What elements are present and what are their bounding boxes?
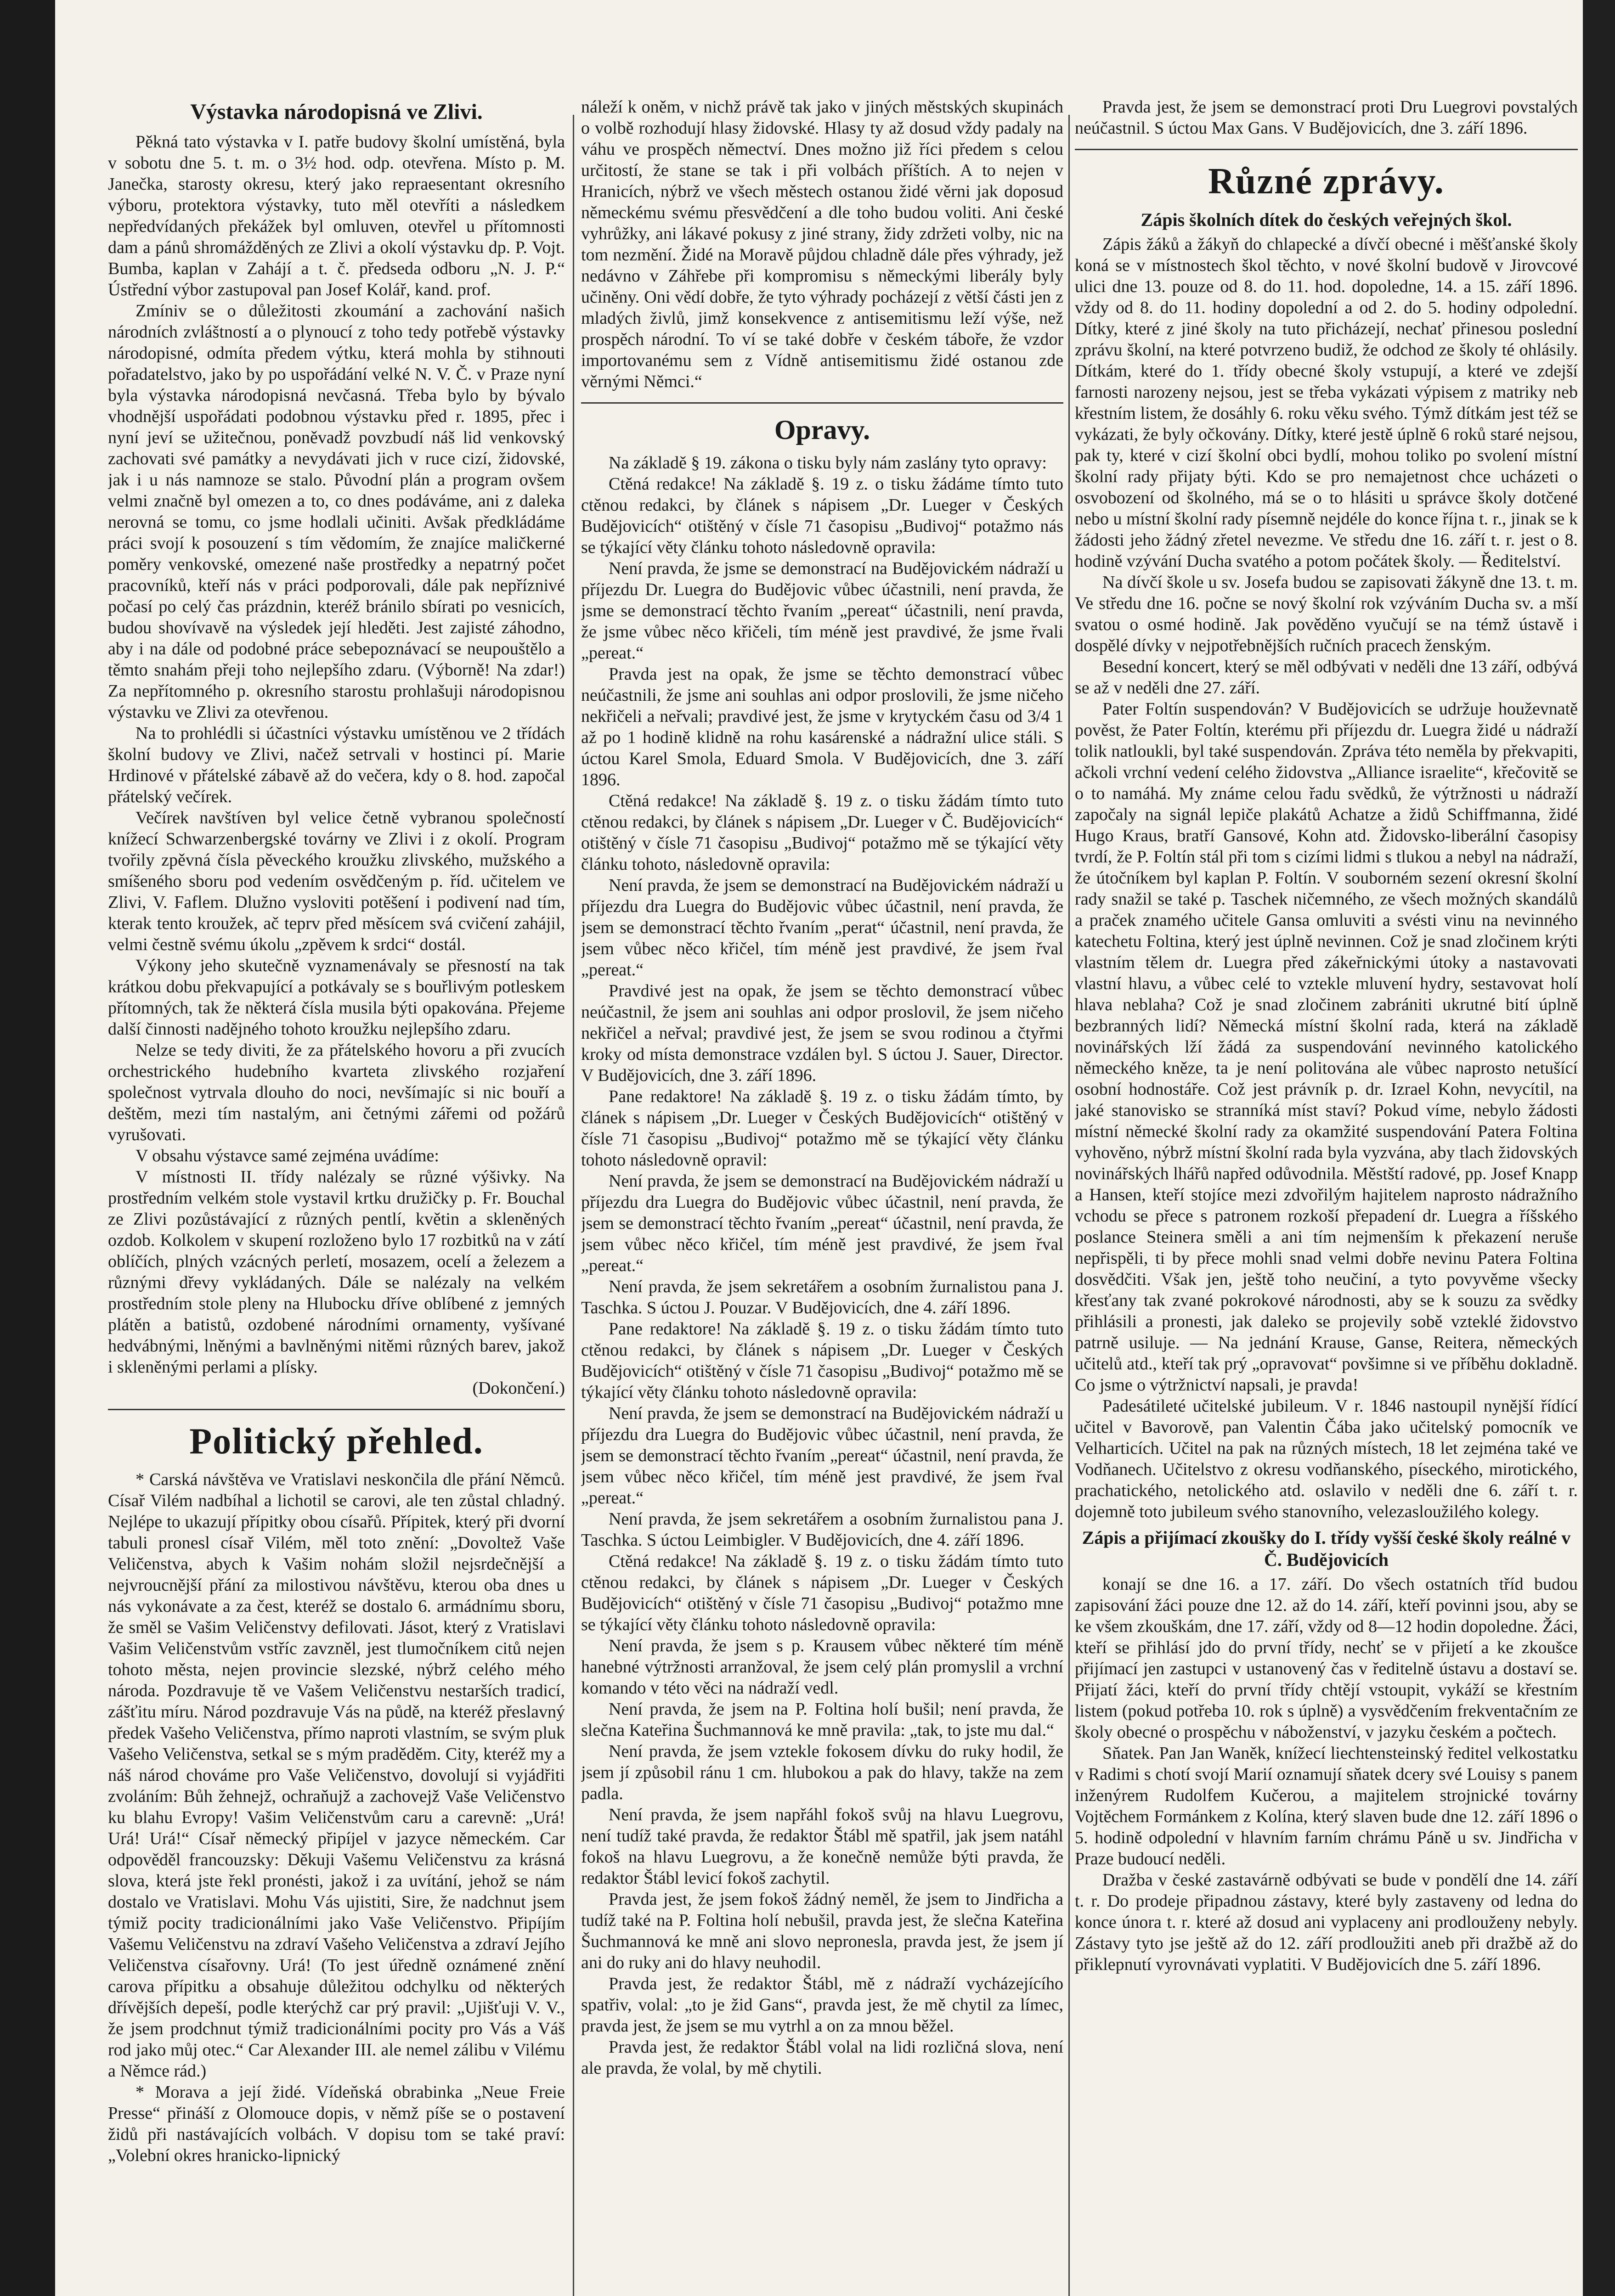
paragraph: konají se dne 16. a 17. září. Do všech ostatních tříd budou zapisování žáci pouze dne 12. až do 14. září, kteří povinni jsou, aby se ke všem zkouškám, dne 17. září, vždy od 8—12 hodin dopoledne. Žáci, kteří se přihlásí jdo do první třídy, nechť se v přijetí a ke zkoušce přijímací jen zastupci v ustanovený čas v ředitelně ústavu a dostaví se. Přijatí žáci, kteří do první třídy chtějí vstoupit, vykáží se křestním listem (pokud potřeba 10. rok s úplně) a vysvědčením frekventačním ze školy obecné o prospěchu v náboženství, v jazyku českém a počtech.	[1075, 1575, 1578, 1742]
paragraph: Výkony jeho skutečně vyznamenávaly se přesností na tak krátkou dobu překvapující a potkávaly se s bouřlivým potleskem přítomných, tak že některá čísla musila býti opakována. Přejeme další činnosti nadějného tohoto kroužku nejlepšího zdaru.	[108, 956, 565, 1039]
column-2	[581, 96, 1063, 2296]
paragraph: Ctěná redakce! Na základě §. 19 z. o tisku žádám tímto tuto ctěnou redakci, by článek s nápisem „Dr. Lueger v Českých Budějovicích“ otištěný v čísle 71 časopisu „Budivoj“ potažmo mne se týkající věty článku tohoto následovně opravila:	[581, 1552, 1063, 1634]
section-divider	[108, 1409, 565, 1410]
paragraph: Pravda jest, že redaktor Štábl volal na lidi rozličná slova, není ale pravda, že volal, by mě chytili.	[581, 2037, 1063, 2078]
paragraph: Zápis žáků a žákyň do chlapecké a dívčí obecné i měšťanské školy koná se v místnostech škol těchto, v nové školní budově v Jirovcové ulici dne 13. pouze od 8. do 11. hod. dopoledne, 14. a 15. září 1896. vždy od 8. do 11. hodiny dopolední a od 2. do 5. hodiny odpolední. Dítky, které z jiné školy na tuto přicházejí, nechať přinesou poslední zprávu školní, na které potvrzeno budiž, že odchod ze školy té ohlásily. Dítkám, které do 1. třídy obecné školy vstupují, a které ve zdejší farnosti narozeny nejsou, jest se třeba vykázati výpisem z matriky neb křestním listem, že dosáhly 6. roku věku svého. Týmž dítkám jest též se vykázati, že byly očkovány. Dítky, které jestě úplně 6 roků staré nejsou, pak ty, které v cizí školní obci bydlí, mohou toliko po svolení místní školní rady přijaty býti. Kdo se pro nemajetnost chce ucházeti o osvobození od školného, má se o to hlásiti u správce školy dotčené nebo u místní školní rady písemně nejdéle do konce října t. r., jinak se k žádosti jeho žádný zřetel nevezme. Ve středu dne 16. září t. r. jest o 8. hodině vzývání Ducha svatého a potom počátek školy. — Ředitelství.	[1075, 235, 1578, 571]
paragraph: Na to prohlédli si účastníci výstavku umístěnou ve 2 třídách školní budovy ve Zlivi, načež setrvali v hostinci pí. Marie Hrdinové v přátelské zábavě až do večera, kdy o 8. hod. započal přátelský večírek.	[108, 724, 565, 806]
section-divider	[1075, 149, 1578, 150]
paragraph: V obsahu výstavce samé zejména uvádíme:	[136, 1146, 439, 1165]
column-rule-2	[1068, 115, 1070, 2296]
paragraph: Večírek navštíven byl velice četně vybranou společností knížecí Schwarzenbergské továrny ve Zlivi i z okolí. Program tvořily zpěvná čísla pěveckého kroužku zlivského, mužského a smíšeného sboru pod vedením osvědčeným p. říd. učitelem ve Zlivi, V. Faflem. Dlužno vysloviti potěšení i podivení nad tím, kterak tento kroužek, ač teprv před měsícem svá cvičení zahájil, velmi čestně svému úkolu „zpěvem k srdci“ dostál.	[108, 808, 565, 954]
paragraph: * Morava a její židé. Vídeňská obrabinka „Neue Freie Presse“ přináší z Olomouce dopis, v němž píše se o postavení židů při nastávajících volbách. V dopisu tom se také praví: „Volební okres hranicko-lipnický	[108, 2082, 565, 2165]
scan-border-left	[0, 0, 55, 2296]
paragraph: Dražba v české zastavárně odbývati se bude v pondělí dne 14. září t. r. Do prodeje připadnou zástavy, které byly zastaveny od ledna do konce února t. r. které až dosud ani vyplaceny ani prodlouženy nebyly. Zástavy tyto jse ještě až do 12. září prodloužiti aneb při dražbě až do přiklepnutí vyrovnávati vyplatiti. V Budějovicích dne 5. září 1896.	[1075, 1870, 1578, 1974]
paragraph: Není pravda, že jsem se demonstrací na Budějovickém nádraží u příjezdu dra Luegra do Budějovic vůbec účastnil, není pravda, že jsem se demonstrací těchto řvaním „perat“ účastnil, není pravda, že jsem vůbec něco křičel, tím méně jest pravdivé, že jsem řval „pereat.“	[581, 876, 1063, 979]
paragraph: Sňatek. Pan Jan Waněk, knížecí liechtensteinský ředitel velkostatku v Radimi s chotí svojí Marií oznamují sňatek dcery své Louisy s panem inženýrem Rudolfem Kučerou, a majitelem strojnické továrny Vojtěchem Formánkem z Kolína, který slaven bude dne 12. září 1896 o 5. hodině odpolední v hlavním farním chrámu Páně u sv. Jindřicha v Praze budoucí neděli.	[1075, 1744, 1578, 1868]
section-divider	[581, 402, 1063, 404]
column-3	[1075, 96, 1578, 2296]
subheading: Zápis školních dítek do českých veřejných škol.	[1141, 209, 1512, 230]
paragraph: Pravda jest na opak, že jsme se těchto demonstrací vůbec neúčastnili, že jsme ani souhlas ani odpor proslovili, že jsme ničeho nekřičeli a neřvali; pravdivé jest, že jsme v krytyckém času od 3/4 1 až po 1 hodině klidně na rohu kasárenské a nádražní ulice stáli. S úctou Karel Smola, Eduard Smola. V Budějovicích, dne 3. září 1896.	[581, 664, 1063, 789]
article-heading: Výstavka národopisná ve Zlivi.	[190, 100, 483, 124]
paragraph: Pravda jest, že jsem se demonstrací proti Dru Luegrovi povstalých neúčastnil. S úctou Max Gans. V Budějovicích, dne 3. září 1896.	[1075, 97, 1578, 138]
section-heading: Různé zprávy.	[1208, 161, 1445, 202]
paragraph: Není pravda, že jsem na P. Foltina holí bušil; není pravda, že slečna Kateřina Šuchmannová ke mně pravila: „tak, to jste mu dal.“	[581, 1699, 1063, 1740]
paragraph: Není pravda, že jsem s p. Krausem vůbec některé tím méně hanebné výtržnosti arranžoval, že jsem celý plán promyslil a vrchní komando v této věci na nádraží vedl.	[581, 1636, 1063, 1698]
paragraph: Padesátileté učitelské jubileum. V r. 1846 nastoupil nynější řídící učitel v Bavorově, pan Valentin Čába jako učitelský pomocník ve Velharticích. Učitel na pak na různých místech, 18 let zejména také ve Vodňanech. Učitelstvo z okresu vodňanského, píseckého, mirotického, prachatického, netolického atd. oslavilo v neděli dne 6. září t. r. dojemně toto jubileum svého stanovního, velezasloužilého kolegy.	[1075, 1396, 1578, 1521]
paragraph: Nelze se tedy diviti, že za přátelského hovoru a při zvucích orchestrického hudebního kvarteta zlivského rozjaření společnost vytrvala dlouho do noci, nevšímajíc si nic bouří a deštěm, mezi tím nastalým, ani četnými zářemi od požárů vyrušovati.	[108, 1041, 565, 1144]
paragraph: V místnosti II. třídy nalézaly se různé výšivky. Na prostředním velkém stole vystavil krtku družičky p. Fr. Bouchal ze Zlivi pozůstávající z různých pentlí, květin a skleněných ozdob. Kolkolem v skupení rozloženo bylo 17 rozbitků na v zátí oblíčích, plných vzácných perletí, mosazem, ocelí a železem a různými dřevy vykládaných. Dále se nalézaly na velkém prostředním stole pleny na Hlubocku dříve oblíbené z jemných plátěn a batistů, ozdobené národními ornamenty, vyšívané hedvábnými, lněnými a bavlněnými nitěmi různých barev, jakož i skleněnými perlami a plísky.	[108, 1167, 565, 1377]
paragraph: Není pravda, že jsme se demonstrací na Budějovickém nádraží u příjezdu Dr. Luegra do Budějovic vůbec účastnili, není pravda, že jsme se demonstrací těchto řvaním „pereat“ účastnili, není pravda, že jsme vůbec něco křičeli, tím méně jest pravdivé, že jsme řvali „pereat.“	[581, 559, 1063, 663]
paragraph: * Carská návštěva ve Vratislavi neskončila dle přání Němců. Císař Vilém nadbíhal a lichotil se carovi, ale ten zůstal chladný. Nejlépe to ukazují přípitky obou císařů. Přípitek, který při dvorní tabuli pronesl císař Vilém, měl toto znění: „Dovoltež Vaše Veličenstva, abych k Vašim nohám složil nejsrdečnější a nejvroucnější přání za milostivou návštěvu, kterou oba dnes u nás vykonávate a za čest, kteréž se dostalo 6. armádnímu sboru, že směl se Vašim Veličenstvy defilovati. Jásot, který z Vratislavi Vašim Veličenstvům vstříc zavzněl, jest tlumočníkem citů nejen tohoto města, nejen provincie slezské, nýbrž celého mého národa. Pozdravuje tě ve Vašem Veličenstvu nestarších tradicí, zášťitu míru. Národ pozdravuje Vás na půdě, na kteréž přeslavný předek Vašeho Veličenstva, přímo naproti vlastním, se svým pluk Vašeho Veličenstva, setkal se s mým praděděm. City, kteréž my a náš národ chováme pro Vaše Veličenstvo, dovolují si vyjádřiti zvoláním: Bůh žehnejž, ochraňujž a zachovejž Vaše Veličenstvo ku blahu Evropy! Vašim Veličenstvům caru a carevně: „Urá! Urá! Urá!“ Císař německý připíjel v jazyce německém. Car odpověděl francouzsky: Děkuji Vašemu Veličenstvu za krásná slova, která jste řekl pronésti, jakož i za uvítání, jehož se nám dostalo ve Vratislavi. Mohu Vás ujistiti, Sire, že nadchnut jsem týmiž pocity tradicionálními jako Vaše Veličenstvo. Připíjím Vašemu Veličenstvu na zdraví Vašeho Veličenstva a zdraví Jejího Veličenstva císařovny. Urá! (To jest úředně oznámené znění carova přípitku a obsahuje důležitou odchylku od některých dřívějších depeší, podle kterýchž car prý pravil: „Ujišťuji V. V., že jsem prodchnut týmiž tradicionálními pocity pro Vás a Váš rod jako můj otec.“ Car Alexander III. ale nemel zálibu v Vilému a Němce rád.)	[108, 1470, 565, 2081]
paragraph: Pane redaktore! Na základě §. 19 z. o tisku žádám tímto tuto ctěnou redakci, by článek s nápisem „Dr. Lueger v Českých Budějovicích“ otištěný v čísle 71 časopisu „Budivoj“ potažmo mě se týkající věty článku tohoto následovně opravila:	[581, 1319, 1063, 1402]
paragraph: Pravda jest, že jsem fokoš žádný neměl, že jsem to Jindřicha a tudíž také na P. Foltina holí nebušil, pravda jest, že slečna Kateřina Šuchmannová ke mně ani slovo nepronesla, pravda jest, že jsem jí ani do ruky ani do hlavy neuhodil.	[581, 1890, 1063, 1972]
paragraph: Pater Foltín suspendován? V Budějovicích se udržuje houževnatě pověst, že Pater Foltín, kterému při příjezdu dr. Luegra židé u nádraží tolik natloukli, byl také suspendován. Zpráva této neměla by překvapiti, ačkoli vrchní vedení celého židovstva „Alliance israelite“, křečovitě se o to namáhá. My známe celou řadu svědků, že výtržnosti u nádraží započaly na signál lepiče plakátů Achatze a židů Schiffmanna, židé Hugo Kraus, bratří Gansové, Kohn atd. Židovsko-liberální časopisy tvrdí, že P. Foltín stál při tom s cizími lidmi s tlukou a nebyl na nádraží, že útočníkem byl kaplan P. Foltín. V souborném sezení okresní školní rady snažil se také p. Taschek ničemného, ze všech možných skandálů a praček znamého učitele Gansa omluviti a svésti vinu na nevinného katechetu Foltina, který jest úplně nevinnen. Což je snad zločinem krýti vlastním tělem dr. Luegra před zákeřnickými útoky a nastavovati vlastní hlavu, a vůbec celé to vztekle mluvení hydry, sestavovat holí hlava neblaha? Což je snad zločinem zabrániti ukrutné bití úplně bezbranných lidí? Německá místní školní rada, která na základě novinářských lží žádá za suspendování nevinného katolického německého kněze, ta je není politována ale vůbec naprosto netušící osobní hodnostáře. Což jest právník p. dr. Izrael Kohn, nevycítil, na jaké stanovisko se stranníká míst staví? Pokud víme, nebylo žádosti místní německé školní rady za okamžité suspendování Patera Foltina vyhověno, nýbrž místní školní rada byla vyzvána, aby tlach židovských novinářských lhářů napřed odůvodnila. Městští radové, pp. Josef Knapp a Hansen, kteří stojíce mezi zdvořilým hajitelem naprosto nádražního vchodu se přece s patronem rozkoší přepadení dr. Luegra a říšského poslance Steinera směli a ani tím nejmenším k překazení neruše nepřispěli, ti by přece mohli snad velmi dobře nevinu Patera Foltina dosvědčiti. Však jen, ještě toho neučiní, a tyto povyvěme všecky křesťany tak zvané pokrokové národnosti, aby se k souzu za svědky přihlásili a pronesti, jak daleko se projevily sobě vzteklé židovstvo patrně usiluje. — Na jednání Krause, Ganse, Reitera, německých učitelů atd., kteří tak prý „opravovat“ povšimne si ve příběhu dokladně. Co jsme o výtržnictví napsali, je pravda!	[1075, 699, 1578, 1395]
paragraph: Ctěná redakce! Na základě §. 19 z. o tisku žádám tímto tuto ctěnou redakci, by článek s nápisem „Dr. Lueger v Č. Budějovicích“ otištěný v čísle 71 časopisu „Budivoj“ potažmo mě se týkající věty článku tohoto, následovně opravila:	[581, 791, 1063, 874]
paragraph: Není pravda, že jsem sekretářem a osobním žurnalistou pana J. Taschka. S úctou J. Pouzar. V Budějovicích, dne 4. září 1896.	[581, 1277, 1063, 1317]
section-heading: Politický přehled.	[189, 1421, 484, 1462]
scan-border-right	[1583, 0, 1615, 2296]
paragraph: Není pravda, že jsem se demonstrací na Budějovickém nádraží u příjezdu dra Luegra do Budějovic vůbec účastnil, není pravda, že jsem se demonstrací těchto řvaním „pereat“ účastnil, není pravda, že jsem vůbec něco křičel, tím méně jest pravdivé, že jsem řval „pereat.“	[581, 1404, 1063, 1508]
subheading: Zápis a přijímací zkoušky do I. třídy vyšší české školy reálné v Č. Budějovicích	[1082, 1527, 1571, 1570]
paragraph: Pane redaktore! Na základě §. 19 z. o tisku žádám tímto, by článek s nápisem „Dr. Lueger v Českých Budějovicích“ otištěný v čísle 71 časopisu „Budivoj“ potažmo mě se týkající věty článku tohoto následovně opravil:	[581, 1087, 1063, 1170]
paragraph: Pravda jest, že redaktor Štábl, mě z nádraží vycházejícího spatřiv, volal: „to je žid Gans“, pravda jest, že mě chytil za límec, pravda jest, že jsem se mu vytrhl a on za mnou běžel.	[581, 1974, 1063, 2036]
paragraph: Ctěná redakce! Na základě §. 19 z. o tisku žádáme tímto tuto ctěnou redakci, by článek s nápisem „Dr. Lueger v Českých Budějovicích“ otištěný v čísle 71 časopisu „Budivoj“ potažmo nás se týkající věty článku tohoto následovně opravila:	[581, 474, 1063, 557]
paragraph: Není pravda, že jsem sekretářem a osobním žurnalistou pana J. Taschka. S úctou Leimbigler. V Budějovicích, dne 4. září 1896.	[581, 1509, 1063, 1550]
paragraph: náleží k oněm, v nichž právě tak jako v jiných městských skupinách o volbě rozhodují hlasy židovské. Hlasy ty až dosud vždy padaly na váhu ve prospěch němectví. Dnes možno již říci předem s celou určitostí, že stane se tak i při volbách příštích. A to nejen v Hranicích, nýbrž ve všech městech ostanou židé věrni jak doposud německému svému přesvědčení a dle toho budou voliti. Ani české vyhrůžky, ani lákavé pokusy z jiné strany, židy zdržeti volby, nic na tom nezmění. Židé na Moravě půjdou chladně dále přes výhrady, jež nedávno v Záhřebe při kompromisu s německými liberály byly učiněny. Oni vědí dobře, že tyto výhrady pocházejí z větší části jen z mladých živlů, jimž konsekvence z antisemitismu leží výše, než prospěch národní. To ví se také dobře v českém táboře, že vzdor importovanému sem z Vídně antisemitismu židé ostanou zde věrnými Němci.“	[581, 97, 1063, 391]
continued-note: (Dokončení.)	[472, 1379, 565, 1398]
paragraph: Pěkná tato výstavka v I. patře budovy školní umístěná, byla v sobotu dne 5. t. m. o 3½ hod. odp. otevřena. Místo p. M. Janečka, starosty okresu, který jako repraesentant okresního výboru, protektora výstavky, tuto měl otevříti a následkem nepředvídaných překážek byl omluven, otevřel u přítomnosti dam a pánů shromážděných ze Zlivi a okolí výstavku dp. P. Vojt. Bumba, kaplan v Zahájí a t. č. předseda odboru „N. J. P.“ Ústřední výbor zastupoval pan Josef Kolář, kand. prof.	[108, 132, 565, 299]
paragraph: Není pravda, že jsem vztekle fokosem dívku do ruky hodil, že jsem jí způsobil ránu 1 cm. hlubokou a pak do hlavy, takže na zem padla.	[581, 1742, 1063, 1803]
paragraph: Na základě § 19. zákona o tisku byly nám zaslány tyto opravy:	[609, 453, 1047, 473]
paragraph: Na dívčí škole u sv. Josefa budou se zapisovati žákyně dne 13. t. m. Ve středu dne 16. počne se nový školní rok vzýváním Ducha sv. a mší svatou o osmé hodině. Jak pověděno vyučují se na témž ústavě i dospělé dívky v nejpotřebnějších ručních pracech ženským.	[1075, 573, 1578, 655]
section-heading: Opravy.	[774, 415, 870, 445]
column-1	[108, 96, 565, 2296]
paragraph: Není pravda, že jsem napřáhl fokoš svůj na hlavu Luegrovu, není tudíž také pravda, že redaktor Štábl mě spatřil, jak jsem natáhl fokoš na hlavu Luegrovu, a že konečně nemůže býti pravda, že redaktor Štábl levicí fokoš zachytil.	[581, 1805, 1063, 1888]
paragraph: Besední koncert, který se měl odbývati v neděli dne 13 září, odbývá se až v neděli dne 27. září.	[1075, 657, 1578, 698]
paragraph: Není pravda, že jsem se demonstrací na Budějovickém nádraží u příjezdu dra Luegra do Budějovic vůbec účastnil, není pravda, že jsem se demonstrací těchto řvaním „pereat“ účastnil, není pravda, že jsem vůbec něco křičel, tím méně jest pravdivé, že jsem řval „pereat.“	[581, 1171, 1063, 1275]
column-rule-1	[573, 115, 574, 2296]
paragraph: Pravdivé jest na opak, že jsem se těchto demonstrací vůbec neúčastnil, že jsem ani souhlas ani odpor proslovil, že jsem ničeho nekřičel a neřval; pravdivé jest, že jsem se svou rodinou a čtyřmi kroky od místa demonstrace vzdálen byl. S úctou J. Sauer, Director. V Budějovicích, dne 3. září 1896.	[581, 981, 1063, 1085]
paragraph: Zmíniv se o důležitosti zkoumání a zachování našich národních zvláštností a o plynoucí z toho tedy potřebě výstavky národopisné, odmíta předem výtku, která mohla by stihnouti pořadatelstvo, jako by po uspořádání velké N. V. Č. v Praze nyní byla výstavka národopisná nevčasná. Třeba bylo by bývalo vhodnější uspořádati podobnou výstavku před r. 1895, přec i nyní jeví se užitečnou, poněvadž povzbudí náš lid venkovský zachovati své památky a nevydávati jich v ruce cizí, židovské, jak i u nás namnoze se stalo. Původní plán a program ovšem velmi značně byl omezen a to, co dnes podáváme, ani z daleka nerovná se tomu, co jsme hodlali učiniti. Avšak předkládáme práci svojí k posouzení s tím vědomím, že znajíce maličkerné poměry venkovské, omezené naše prostředky a nepatrný počet pracovníků, kteří nás v práci podporovali, dále pak nepříznivé počasí po celý čas prázdnin, kteréž bránilo sbírati po vesnicích, budou shovívavě na výsledek její hleděti. Jest zajisté záhodno, aby i na dále od podobné práce sebepoznávací se neupouštělo a těmto snahám přeji toho nejlepšího zdaru. (Výborně! Na zdar!) Za nepřítomného p. okresního starostu prohlašuji národopisnou výstavku ve Zlivi za otevřenou.	[108, 301, 565, 722]
